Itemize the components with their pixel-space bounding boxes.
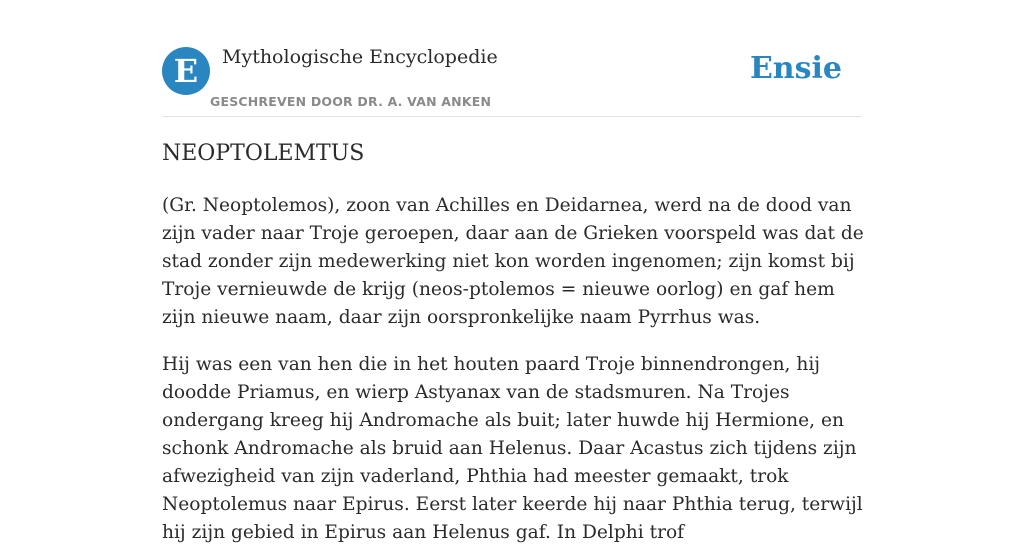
book-title-link[interactable]: Mythologische Encyclopedie <box>222 46 498 68</box>
entry-paragraph-2: Hij was een van hen die in het houten paard Troje binnendrongen, hij doodde Priamus, en wierp Astyanax van de stadsmuren. Na Trojes ondergang kreeg hij Andromache als buit; later huwde hij Hermione, en schonk Andromache als bruid aan Helenus. Daar Acastus zich tijdens zijn afwezigheid van zijn vaderland, Phthia had meester gemaakt, trok Neoptolemus naar Epirus. Eerst later keerde hij naar Phthia terug, terwijl hij zijn gebied in Epirus aan Helenus gaf. In Delphi trof <box>162 354 863 543</box>
author-byline: GESCHREVEN DOOR DR. A. VAN ANKEN <box>210 94 492 109</box>
ensie-brand-logo[interactable]: Ensie <box>749 51 842 86</box>
encyclopedia-logo-icon[interactable]: E <box>162 47 210 95</box>
page-header <box>162 0 862 117</box>
entry-headword: NEOPTOLEMTUS <box>162 141 365 166</box>
entry-paragraph-1: (Gr. Neoptolemos), zoon van Achilles en Deidarnea, werd na de dood van zijn vader naar Troje geroepen, daar aan de Grieken voorspeld was dat de stad zonder zijn medewerking niet kon worden ingenomen; zijn komst bij Troje vernieuwde de krijg (neos-ptolemos = nieuwe oorlog) en gaf hem zijn nieuwe naam, daar zijn oorspronkelijke naam Pyrrhus was. <box>162 195 864 328</box>
article-page <box>162 0 864 543</box>
